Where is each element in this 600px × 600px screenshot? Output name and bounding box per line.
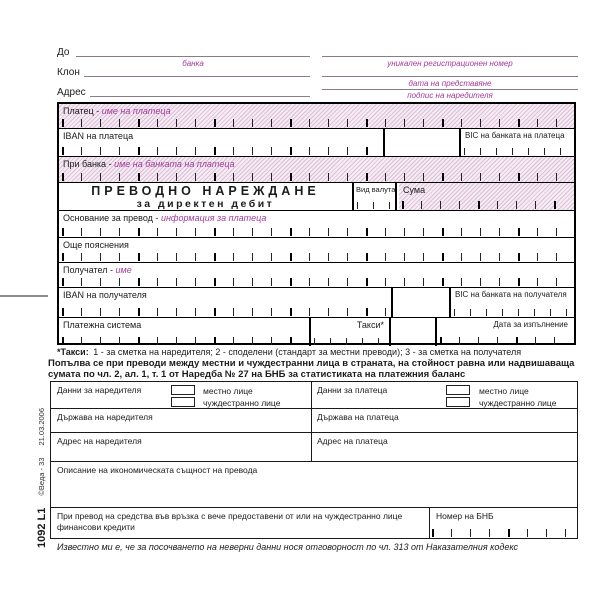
order-box (57, 102, 576, 345)
checkbox-orderer-foreign[interactable] (171, 397, 195, 407)
payer-iban-box (59, 129, 385, 156)
checkbox-payer-foreign[interactable] (446, 397, 470, 407)
fees-footnote (57, 347, 578, 357)
payment-system-input[interactable] (62, 337, 306, 345)
payer-bank-caption: име на банката на платеца (114, 159, 235, 169)
orderer-foreign-label: чуждестранно лице (203, 398, 281, 408)
orderer-data-label: Данни за наредителя (57, 385, 142, 395)
payee-name-input[interactable] (62, 278, 571, 286)
payer-row (59, 104, 574, 129)
more-row (59, 238, 574, 263)
payment-system-label: Платежна система (63, 320, 142, 330)
payment-system-box (59, 318, 311, 346)
address-blank[interactable] (90, 96, 310, 97)
imprint (34, 378, 49, 548)
bnb-number-label: Номер на БНБ (436, 511, 494, 521)
title-row (59, 183, 574, 211)
payer-address-label: Адрес на платеца (317, 436, 388, 446)
payee-iban-box (59, 288, 393, 317)
orderer-country-input[interactable] (51, 421, 317, 432)
more-input[interactable] (62, 253, 571, 261)
payer-bic-input[interactable] (464, 148, 571, 155)
currency-box (352, 183, 397, 210)
title-line1: ПРЕВОДНО НАРЕЖДАНЕ (91, 183, 320, 198)
payer-bank-row (59, 157, 574, 183)
exec-date-box (435, 318, 574, 346)
reason-row (59, 211, 574, 238)
payee-bic-label: BIC на банката на получателя (455, 290, 567, 299)
payer-name-input[interactable] (62, 119, 571, 127)
to-label: До (57, 47, 70, 58)
currency-input[interactable] (357, 202, 392, 209)
more-label: Още пояснения (63, 240, 129, 250)
payee-bic-box (449, 288, 574, 317)
description-label: Описание на икономическата същност на превода (57, 465, 258, 475)
payee-iban-input[interactable] (62, 308, 388, 316)
payer-foreign-label: чуждестранно лице (479, 398, 557, 408)
signature-blank[interactable] (322, 89, 578, 90)
reason-label: Основание за превод - информация за платеца (63, 213, 267, 223)
payer-bic-box (459, 129, 574, 156)
orderer-address-input[interactable] (51, 445, 317, 461)
payer-label: Платец - име на платеца (63, 106, 171, 116)
payee-iban-row (59, 288, 574, 318)
payee-caption: име (115, 265, 132, 275)
credits-row (51, 508, 577, 538)
system-row (59, 318, 574, 346)
payer-bank-input[interactable] (62, 173, 571, 181)
amount-input[interactable] (402, 201, 571, 209)
currency-label: Вид валута (356, 185, 396, 194)
exec-date-label: Дата за изпълнение (493, 320, 568, 329)
payer-bank-label: При банка - име на банката на платеца (63, 159, 235, 169)
checkbox-payer-local[interactable] (446, 385, 470, 395)
form-code: 1092 L1 (35, 507, 48, 548)
reason-input[interactable] (62, 228, 571, 236)
country-row (51, 409, 577, 433)
orderer-address-label: Адрес на наредителя (57, 436, 142, 446)
registration-number-blank[interactable] (322, 56, 578, 57)
form-title (59, 183, 352, 210)
description-row (51, 462, 577, 508)
fees-box (311, 318, 391, 346)
address-row (51, 433, 577, 462)
branch-label: Клон (57, 67, 80, 78)
credits-text: При превод на средства във връзка с вече предоставени от или на чуждестранно лице финансови кредити (57, 511, 403, 532)
payee-bic-input[interactable] (454, 309, 571, 316)
payer-iban-label: IBAN на платеца (63, 131, 134, 141)
registration-number-caption: уникален регистрационен номер (387, 59, 513, 68)
exec-date-input[interactable] (440, 337, 571, 345)
residency-row (51, 382, 577, 409)
payee-row (59, 263, 574, 288)
title-line2: за директен дебит (136, 197, 275, 210)
bnb-number-input[interactable] (432, 529, 574, 537)
description-input[interactable] (51, 475, 577, 507)
tear-mark (0, 295, 48, 297)
bnb-number-box (429, 508, 577, 538)
payer-iban-input[interactable] (62, 147, 380, 155)
payer-data-label: Данни за платеца (317, 385, 388, 395)
fees-input[interactable] (314, 338, 386, 345)
presentation-date-caption: дата на представяне (408, 79, 492, 88)
payer-local-label: местно лице (479, 386, 529, 396)
branch-blank[interactable] (84, 76, 310, 77)
payer-bic-label: BIC на банката на платеца (465, 131, 565, 140)
payer-country-label: Държава на платеца (317, 412, 399, 422)
payer-address-input[interactable] (312, 445, 577, 461)
checkbox-orderer-local[interactable] (171, 385, 195, 395)
fees-footnote-text: 1 - за сметка на наредителя; 2 - споделени (стандарт за местни преводи); 3 - за сметка на получателя (93, 347, 522, 357)
statistics-paragraph: Попълва се при преводи между местни и чуждестранни лица в страната, на стойност равна или надвишаваща сумата по чл. 2, ал. 1, т. 1 от Наредба № 27 на БНБ за статистиката на платежния баланс (48, 358, 575, 380)
address-label: Адрес (57, 87, 86, 98)
payer-iban-row (59, 129, 574, 157)
statistics-table (50, 381, 578, 539)
payer-country-input[interactable] (312, 421, 577, 432)
fees-footnote-prefix: *Такси: (57, 347, 89, 357)
reason-caption: информация за платеца (160, 213, 267, 223)
presentation-date-blank[interactable] (322, 76, 578, 77)
declaration-text: Известно ми е, че за посочването на неверни данни нося отговорност по чл. 313 от Наказателния кодекс (57, 542, 519, 552)
publisher: ©Веда - 33 (37, 457, 46, 496)
signature-caption: подпис на наредителя (407, 91, 493, 100)
bank-name-blank[interactable] (76, 56, 310, 57)
payee-label: Получател - име (63, 265, 132, 275)
fees-label: Такси* (356, 320, 384, 330)
payer-caption: име на платеца (101, 106, 171, 116)
print-date: 21.03.2006 (37, 407, 46, 446)
amount-box (399, 183, 574, 210)
bank-caption: банка (182, 59, 204, 68)
column-divider (311, 382, 312, 408)
orderer-country-label: Държава на наредителя (57, 412, 153, 422)
amount-label: Сума (403, 185, 426, 195)
payee-iban-label: IBAN на получателя (63, 290, 147, 300)
orderer-local-label: местно лице (203, 386, 253, 396)
